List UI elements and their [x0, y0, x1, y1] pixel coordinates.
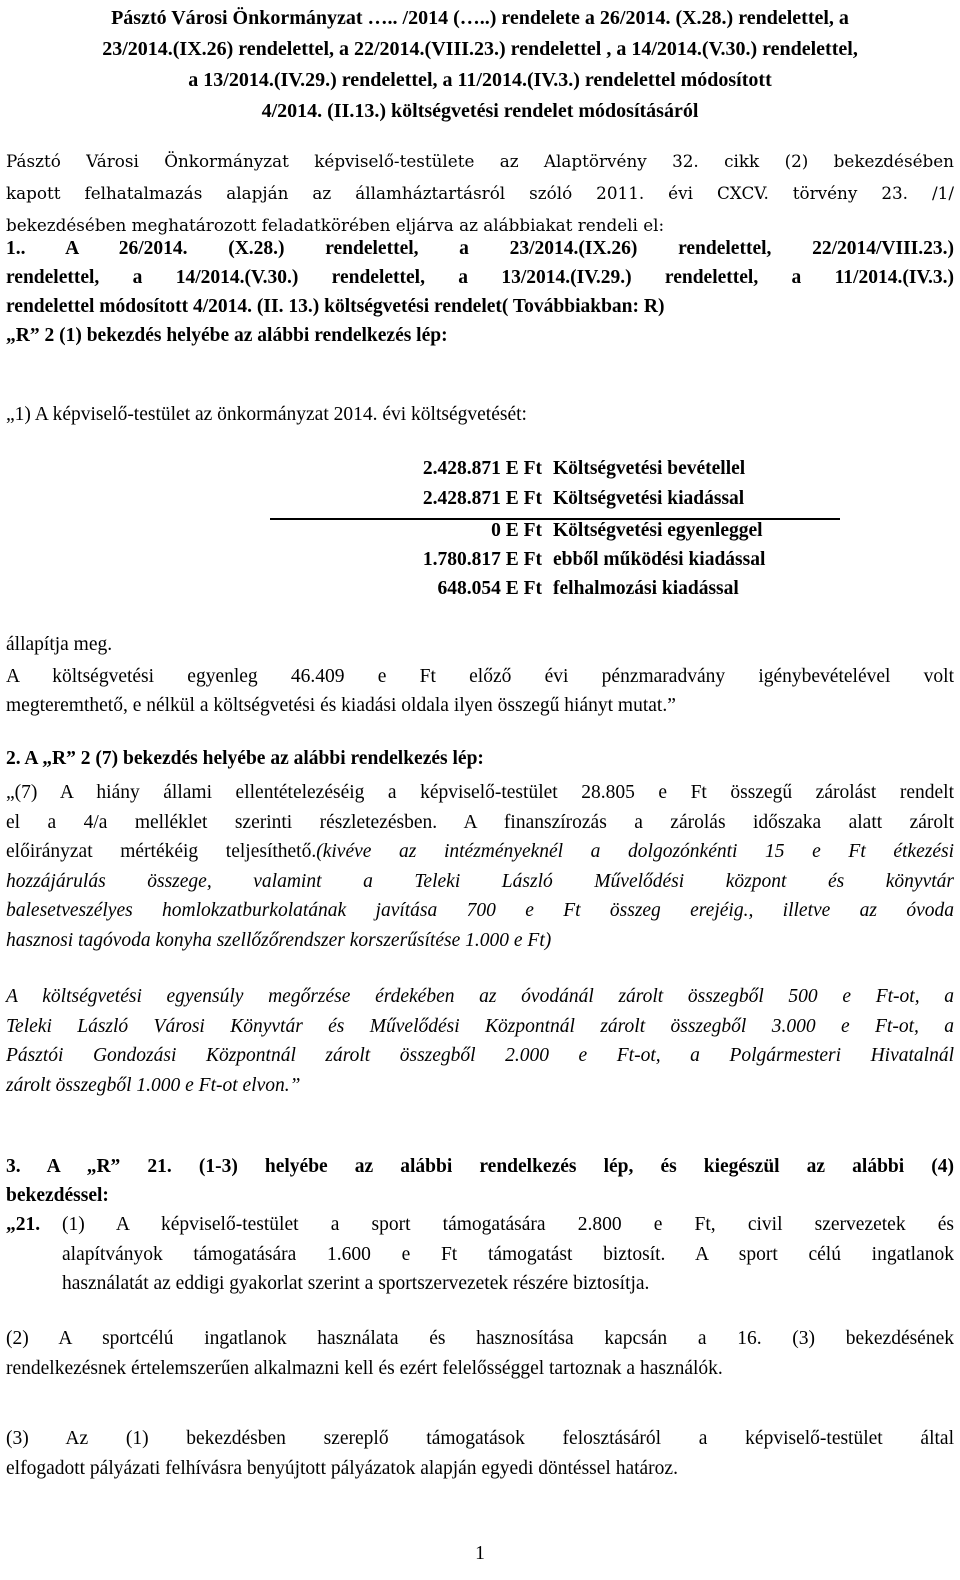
- paragraph-line: Pásztói Gondozási Központnál zárolt összegből 2.000 e Ft-ot, a Polgármesteri Hivatalnál: [6, 1045, 954, 1066]
- budget-row: [300, 578, 860, 606]
- budget-label: Költségvetési egyenleggel: [553, 520, 763, 541]
- heading-line: rendelettel módosított 4/2014. (II. 13.) költségvetési rendelet( Továbbiakban: R): [6, 296, 665, 317]
- heading-line: 1.. A 26/2014. (X.28.) rendelettel, a 23/2014.(IX.26) rendelettel, 22/2014/VIII.23.): [6, 238, 954, 259]
- paragraph-text-italic: balesetveszélyes homlokzatburkolatának javítása 700 e Ft összeg erejéig., illetve az óvoda: [6, 900, 954, 921]
- paragraph-prefix: „21.: [6, 1214, 41, 1235]
- budget-amount: 2.428.871 E Ft: [422, 488, 542, 509]
- budget-row: [300, 458, 860, 486]
- preamble-line: Pásztó Városi Önkormányzat képviselő-testülete az Alaptörvény 32. cikk (2) bekezdésében: [6, 151, 954, 171]
- paragraph-body: [62, 1210, 954, 1299]
- paragraph-line: el a 4/a melléklet szerinti részletezésben. A finanszírozás a zárolás időszaka alatt zárolt: [6, 811, 954, 833]
- paragraph-line: (1) A képviselő-testület a sport támogatására 2.800 e Ft, civil szervezetek és: [62, 1214, 954, 1235]
- heading-line: „R” 2 (1) bekezdés helyébe az alábbi rendelkezés lép:: [6, 325, 448, 346]
- paragraph-line: [6, 837, 954, 867]
- preamble-line: bekezdésében meghatározott feladatkörében eljárva az alábbiakat rendeli el:: [6, 215, 665, 235]
- budget-label: Költségvetési bevétellel: [553, 458, 746, 479]
- paragraph-line: A költségvetési egyensúly megőrzése érdekében az óvodánál zárolt összegből 500 e Ft-ot, a: [6, 986, 954, 1007]
- paragraph-line: Teleki László Városi Könyvtár és Művelődési Központnál zárolt összegből 3.000 e Ft-ot, a: [6, 1015, 954, 1037]
- paragraph-line: [6, 896, 954, 926]
- section2-italic-paragraph: [6, 982, 954, 1100]
- paragraph-line: zárolt összegből 1.000 e Ft-ot elvon.”: [6, 1074, 301, 1096]
- title-line: 4/2014. (II.13.) költségvetési rendelet módosításáról: [261, 100, 699, 122]
- section1-item: „1) A képviselő-testület az önkormányzat 2014. évi költségvetését:: [6, 404, 527, 425]
- paragraph-line: rendelkezésnek értelemszerűen alkalmazni kell és ezért felelősséggel tartoznak a használók.: [6, 1357, 723, 1379]
- budget-amount: 648.054 E Ft: [437, 578, 542, 599]
- paragraph-line: (2) A sportcélú ingatlanok használata és hasznosítása kapcsán a 16. (3) bekezdésének: [6, 1328, 954, 1349]
- section3-paragraph2: [6, 1324, 954, 1383]
- preamble-line: kapott felhatalmazás alapján az államháztartásról szóló 2011. évi CXCV. törvény 23. /1/: [6, 183, 954, 203]
- budget-amount: 2.428.871 E Ft: [422, 458, 542, 479]
- section3-paragraph1: [6, 1210, 954, 1299]
- section1-paragraph: [6, 662, 954, 720]
- title-line: 23/2014.(IX.26) rendelettel, a 22/2014.(VIII.23.) rendelettel , a 14/2014.(V.30.) rendelettel,: [102, 38, 858, 60]
- section1-closing: állapítja meg.: [6, 634, 113, 655]
- heading-line: bekezdéssel:: [6, 1185, 109, 1206]
- paragraph-text-italic: (kivéve az intézményeknél a dolgozónkénti 15 e Ft étkezési: [316, 841, 954, 862]
- budget-row: [300, 549, 860, 577]
- budget-amount: 0 E Ft: [491, 520, 542, 541]
- heading-line: 3. A „R” 21. (1-3) helyébe az alábbi rendelkezés lép, és kiegészül az alábbi (4): [6, 1156, 954, 1177]
- section2-body: [6, 778, 954, 955]
- paragraph-line: hasznosi tagóvoda konyha szellőzőrendszer korszerűsítése 1.000 e Ft): [6, 929, 552, 951]
- paragraph-line: „(7) A hiány állami ellentételezéséig a képviselő-testület 28.805 e Ft összegű zárolást rendelt: [6, 782, 954, 803]
- section1-heading: [6, 234, 954, 350]
- budget-amount: 1.780.817 E Ft: [422, 549, 542, 570]
- page-number: 1: [475, 1543, 485, 1564]
- section2-heading: 2. A „R” 2 (7) bekezdés helyébe az alábbi rendelkezés lép:: [6, 748, 484, 769]
- title-line: a 13/2014.(IV.29.) rendelettel, a 11/2014.(IV.3.) rendelettel módosított: [188, 69, 772, 91]
- budget-label: felhalmozási kiadással: [553, 578, 739, 599]
- budget-label: Költségvetési kiadással: [553, 488, 745, 509]
- document-title: [6, 3, 954, 127]
- paragraph-line: hozzájárulás összege, valamint a Teleki László Művelődési központ és könyvtár: [6, 870, 954, 892]
- section3-paragraph3: [6, 1424, 954, 1483]
- budget-row: [300, 520, 860, 548]
- paragraph-line: alapítványok támogatására 1.600 e Ft támogatást biztosít. A sport célú ingatlanok: [62, 1243, 954, 1265]
- paragraph-line: A költségvetési egyenleg 46.409 e Ft előző évi pénzmaradvány igénybevételével volt: [6, 666, 954, 687]
- section3-heading: [6, 1152, 954, 1210]
- heading-line: rendelettel, a 14/2014.(V.30.) rendelettel, a 13/2014.(IV.29.) rendelettel, a 11/2014.(IV.3.): [6, 267, 954, 288]
- preamble: [6, 145, 954, 241]
- paragraph-line: elfogadott pályázati felhívásra benyújtott pályázatok alapján egyedi döntéssel határoz.: [6, 1457, 678, 1479]
- paragraph-text: előirányzat mértékéig teljesíthető.: [6, 841, 317, 862]
- budget-label: ebből működési kiadással: [553, 549, 766, 570]
- title-line: Pásztó Városi Önkormányzat ….. /2014 (…..) rendelete a 26/2014. (X.28.) rendelettel, a: [111, 7, 849, 29]
- paragraph-line: (3) Az (1) bekezdésben szereplő támogatások felosztásáról a képviselő-testület által: [6, 1428, 954, 1449]
- paragraph-line: használatát az eddigi gyakorlat szerint a sportszervezetek részére biztosítja.: [62, 1273, 650, 1294]
- paragraph-line: megteremthető, e nélkül a költségvetési és kiadási oldala ilyen összegű hiányt mutat.”: [6, 695, 676, 716]
- budget-row: [300, 488, 860, 516]
